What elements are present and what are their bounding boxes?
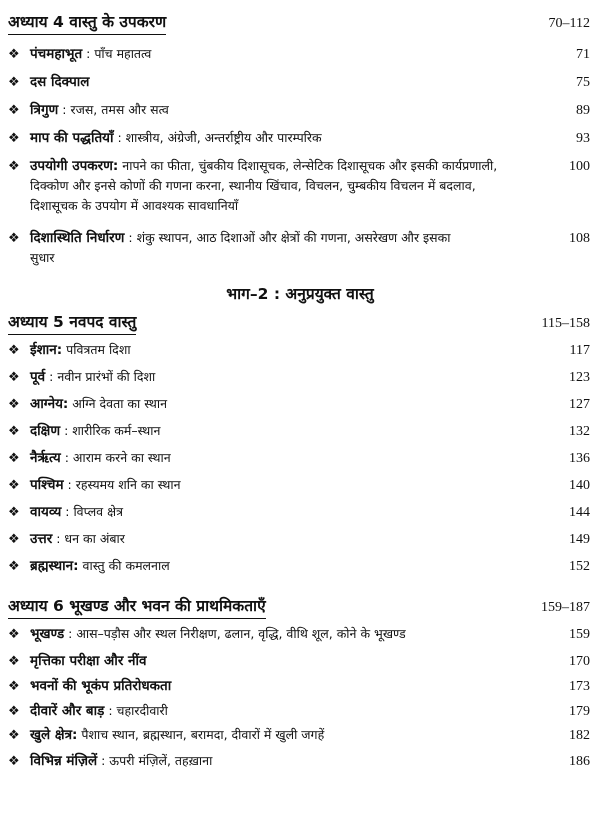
entry-page-number: 186 xyxy=(569,754,590,769)
diamond-bullet-icon: ❖ xyxy=(8,478,20,493)
diamond-bullet-icon: ❖ xyxy=(8,370,20,385)
entry-page-number: 93 xyxy=(576,131,590,146)
entry-page-number: 117 xyxy=(569,343,590,358)
entry-page-number: 144 xyxy=(569,505,590,520)
entry-heading: दीवारें और बाड़ xyxy=(30,703,105,719)
entry-heading: खुले क्षेत्र: xyxy=(30,727,78,743)
entry-description: : विप्लव क्षेत्र xyxy=(61,504,123,519)
entry-description: : शारीरिक कर्म–स्थान xyxy=(60,423,161,438)
entry-page-number: 71 xyxy=(576,47,590,62)
entry-description: : आराम करने का स्थान xyxy=(60,450,171,465)
diamond-bullet-icon: ❖ xyxy=(8,532,20,547)
entry-description: नापने का फीता, चुंबकीय दिशासूचक, लेन्सेटिक दिशासूचक और इसकी कार्यप्रणाली, xyxy=(118,158,498,173)
entry-description: : नवीन प्रारंभों की दिशा xyxy=(45,369,156,384)
chapter-page-range: 115–158 xyxy=(541,316,590,331)
entry-description: : शास्त्रीय, अंग्रेजी, अन्तर्राष्ट्रीय और पारम्परिक xyxy=(113,130,322,145)
entry-description: : ऊपरी मंज़िलें, तहख़ाना xyxy=(97,753,213,768)
diamond-bullet-icon: ❖ xyxy=(8,754,20,769)
entry-heading: पश्चिम xyxy=(30,477,64,493)
toc-entry xyxy=(8,701,592,721)
entry-heading: भवनों की भूकंप प्रतिरोधकता xyxy=(30,678,172,694)
entry-description: : पाँच महातत्व xyxy=(82,46,152,61)
entry-heading: विभिन्न मंज़िलें xyxy=(30,753,98,769)
toc-entry xyxy=(8,367,592,387)
entry-page-number: 149 xyxy=(569,532,590,547)
diamond-bullet-icon: ❖ xyxy=(8,159,20,174)
entry-page-number: 75 xyxy=(576,75,590,90)
diamond-bullet-icon: ❖ xyxy=(8,131,20,146)
entry-heading: उत्तर xyxy=(30,531,53,547)
toc-entry xyxy=(8,421,592,441)
entry-heading: पंचमहाभूत xyxy=(30,46,83,62)
diamond-bullet-icon: ❖ xyxy=(8,728,20,743)
entry-page-number: 152 xyxy=(569,559,590,574)
entry-page-number: 182 xyxy=(569,728,590,743)
chapter-page-range: 70–112 xyxy=(548,16,590,31)
entry-page-number: 159 xyxy=(569,627,590,642)
diamond-bullet-icon: ❖ xyxy=(8,75,20,90)
chapter-page-range: 159–187 xyxy=(541,600,590,615)
entry-description: अग्नि देवता का स्थान xyxy=(68,396,168,411)
diamond-bullet-icon: ❖ xyxy=(8,505,20,520)
toc-entry xyxy=(8,502,592,522)
diamond-bullet-icon: ❖ xyxy=(8,397,20,412)
entry-description: वास्तु की कमलनाल xyxy=(78,558,170,573)
entry-heading: भूखण्ड xyxy=(30,626,65,642)
entry-description: : चहारदीवारी xyxy=(104,703,168,718)
chapter-6-heading xyxy=(8,594,592,619)
diamond-bullet-icon: ❖ xyxy=(8,627,20,642)
entry-heading: नैर्ऋत्य xyxy=(30,450,61,466)
chapter-title: अध्याय 6 भूखण्ड और भवन की प्राथमिकताएँ xyxy=(8,594,266,619)
entry-page-number: 170 xyxy=(569,654,590,669)
chapter-title: अध्याय 4 वास्तु के उपकरण xyxy=(8,10,166,35)
entry-page-number: 100 xyxy=(569,159,590,174)
toc-entry xyxy=(8,676,592,696)
entry-continuation: दिशासूचक के उपयोग में आवश्यक सावधानियाँ xyxy=(30,198,239,213)
chapter-5-heading xyxy=(8,310,592,335)
toc-entry xyxy=(8,751,592,771)
diamond-bullet-icon: ❖ xyxy=(8,654,20,669)
toc-entry xyxy=(8,100,592,120)
entry-page-number: 179 xyxy=(569,704,590,719)
entry-heading: ब्रह्मस्थान: xyxy=(30,558,79,574)
entry-heading: दस दिक्पाल xyxy=(30,74,90,90)
chapter-4-heading xyxy=(8,10,592,35)
entry-description: : रहस्यमय शनि का स्थान xyxy=(63,477,181,492)
entry-heading: त्रिगुण xyxy=(30,102,59,118)
toc-entry xyxy=(8,624,592,644)
entry-heading: आग्नेय: xyxy=(30,396,69,412)
diamond-bullet-icon: ❖ xyxy=(8,424,20,439)
diamond-bullet-icon: ❖ xyxy=(8,559,20,574)
toc-entry xyxy=(8,475,592,495)
toc-entry xyxy=(8,128,592,148)
entry-heading: दक्षिण xyxy=(30,423,61,439)
toc-entry xyxy=(8,44,592,64)
entry-page-number: 108 xyxy=(569,231,590,246)
entry-page-number: 140 xyxy=(569,478,590,493)
entry-page-number: 132 xyxy=(569,424,590,439)
toc-entry xyxy=(8,72,592,92)
entry-page-number: 136 xyxy=(569,451,590,466)
entry-heading: मृत्तिका परीक्षा और नींव xyxy=(30,653,147,669)
entry-heading: वायव्य xyxy=(30,504,62,520)
toc-entry xyxy=(8,529,592,549)
entry-description: : धन का अंबार xyxy=(52,531,125,546)
chapter-title: अध्याय 5 नवपद वास्तु xyxy=(8,310,136,335)
entry-description: : शंकु स्थापन, आठ दिशाओं और क्षेत्रों की गणना, असरेखण और इसका xyxy=(124,230,451,245)
entry-page-number: 173 xyxy=(569,679,590,694)
toc-entry xyxy=(8,228,592,268)
toc-entry xyxy=(8,340,592,360)
toc-entry xyxy=(8,725,592,745)
diamond-bullet-icon: ❖ xyxy=(8,679,20,694)
entry-page-number: 89 xyxy=(576,103,590,118)
entry-heading: पूर्व xyxy=(30,369,46,385)
toc-entry xyxy=(8,448,592,468)
entry-page-number: 123 xyxy=(569,370,590,385)
entry-description: पैशाच स्थान, ब्रह्मस्थान, बरामदा, दीवारों में खुली जगहें xyxy=(77,727,325,742)
diamond-bullet-icon: ❖ xyxy=(8,451,20,466)
entry-description: पवित्रतम दिशा xyxy=(62,342,131,357)
entry-continuation: दिक्कोण और इनसे कोणों की गणना करना, स्थानीय खिंचाव, विचलन, चुम्बकीय विचलन में बदलाव, xyxy=(30,178,476,193)
diamond-bullet-icon: ❖ xyxy=(8,47,20,62)
entry-heading: उपयोगी उपकरण: xyxy=(30,158,119,174)
entry-description: : आस–पड़ौस और स्थल निरीक्षण, ढलान, वृद्धि, वीथि शूल, कोने के भूखण्ड xyxy=(64,626,406,641)
diamond-bullet-icon: ❖ xyxy=(8,103,20,118)
entry-heading: ईशान: xyxy=(30,342,63,358)
entry-description: : रजस, तमस और सत्व xyxy=(58,102,169,117)
diamond-bullet-icon: ❖ xyxy=(8,231,20,246)
entry-heading: दिशास्थिति निर्धारण xyxy=(30,230,125,246)
toc-entry xyxy=(8,394,592,414)
toc-entry xyxy=(8,556,592,576)
entry-continuation: सुधार xyxy=(30,250,55,265)
entry-page-number: 127 xyxy=(569,397,590,412)
toc-entry xyxy=(8,156,592,216)
entry-heading: माप की पद्धतियाँ xyxy=(30,130,114,146)
part-heading: भाग–2 : अनुप्रयुक्त वास्तु xyxy=(226,285,374,303)
toc-entry xyxy=(8,651,592,671)
diamond-bullet-icon: ❖ xyxy=(8,704,20,719)
diamond-bullet-icon: ❖ xyxy=(8,343,20,358)
